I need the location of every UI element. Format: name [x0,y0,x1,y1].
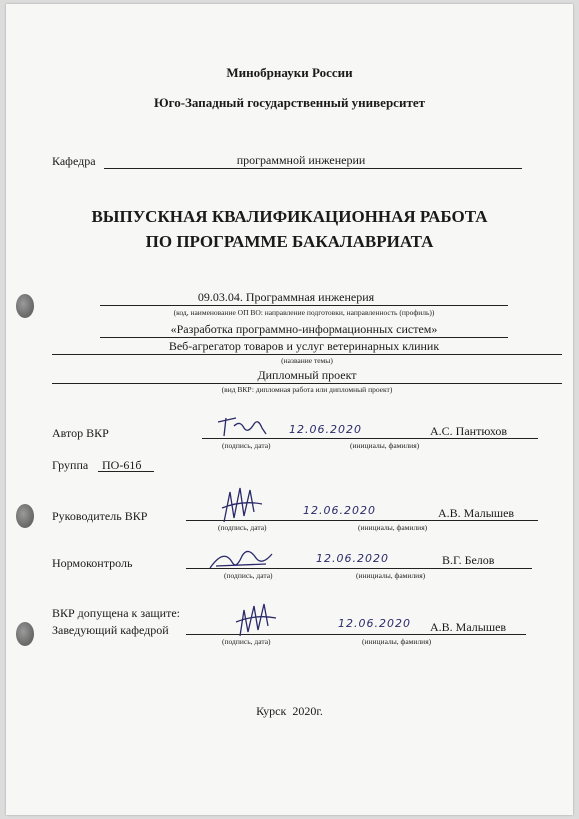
group-line [98,471,154,472]
author-sig-caption: (подпись, дата) [222,441,271,450]
punch-hole [16,294,34,318]
supervisor-name-caption: (инициалы, фамилия) [358,523,428,532]
topic-line [52,354,562,355]
department-label: Кафедра [52,154,96,168]
admission-date: 12.06.2020 [338,617,411,630]
normcontrol-name: В.Г. Белов [442,553,495,567]
ministry-heading: Минобрнауки России [226,65,353,80]
normcontrol-name-caption: (инициалы, фамилия) [356,571,426,580]
admission-label: ВКР допущена к защите: [52,606,180,620]
city-year: Курск 2020г. [256,704,323,718]
department-value: программной инженерии [236,153,366,167]
department-line [104,168,522,169]
work-title-line2: ПО ПРОГРАММЕ БАКАЛАВРИАТА [145,232,434,251]
admission-name: А.В. Малышев [430,620,507,634]
author-label: Автор ВКР [52,426,109,440]
supervisor-sig-caption: (подпись, дата) [218,523,267,532]
supervisor-name: А.В. Малышев [438,506,515,520]
head-signature [234,598,280,640]
work-title-line1: ВЫПУСКНАЯ КВАЛИФИКАЦИОННАЯ РАБОТА [91,207,488,226]
work-type-value: Дипломный проект [257,368,357,382]
admission-name-caption: (инициалы, фамилия) [362,637,432,646]
normcontrol-date: 12.06.2020 [316,552,389,565]
punch-hole [16,622,34,646]
author-signature [214,414,274,442]
title-page [6,4,573,815]
work-type-line [52,383,562,384]
supervisor-date: 12.06.2020 [303,504,376,517]
program-value: 09.03.04. Программная инженерия [197,290,375,304]
normcontrol-signature [206,544,276,574]
group-value: ПО-61б [102,458,142,472]
admission-sig-caption: (подпись, дата) [222,637,271,646]
program-caption: (код, наименование ОП ВО: направление подготовки, направленность (профиль)) [173,308,435,317]
author-date: 12.06.2020 [289,423,362,436]
work-type-caption: (вид ВКР: дипломная работа или дипломный проект) [221,385,393,394]
author-name: А.С. Пантюхов [430,424,508,438]
normcontrol-label: Нормоконтроль [52,556,133,570]
normcontrol-sig-caption: (подпись, дата) [224,571,273,580]
program-line [100,305,508,306]
topic-caption: (название темы) [281,356,333,365]
supervisor-signature [218,482,268,526]
topic-value: Веб-агрегатор товаров и услуг ветеринарных клиник [168,339,440,353]
punch-hole [16,504,34,528]
university-heading: Юго-Западный государственный университет [154,95,425,110]
supervisor-label: Руководитель ВКР [52,509,148,523]
profile-line [100,337,508,338]
group-label: Группа [52,458,89,472]
author-name-caption: (инициалы, фамилия) [350,441,420,450]
profile-value: «Разработка программно-информационных систем» [170,322,438,336]
head-of-department-label: Заведующий кафедрой [52,623,169,637]
